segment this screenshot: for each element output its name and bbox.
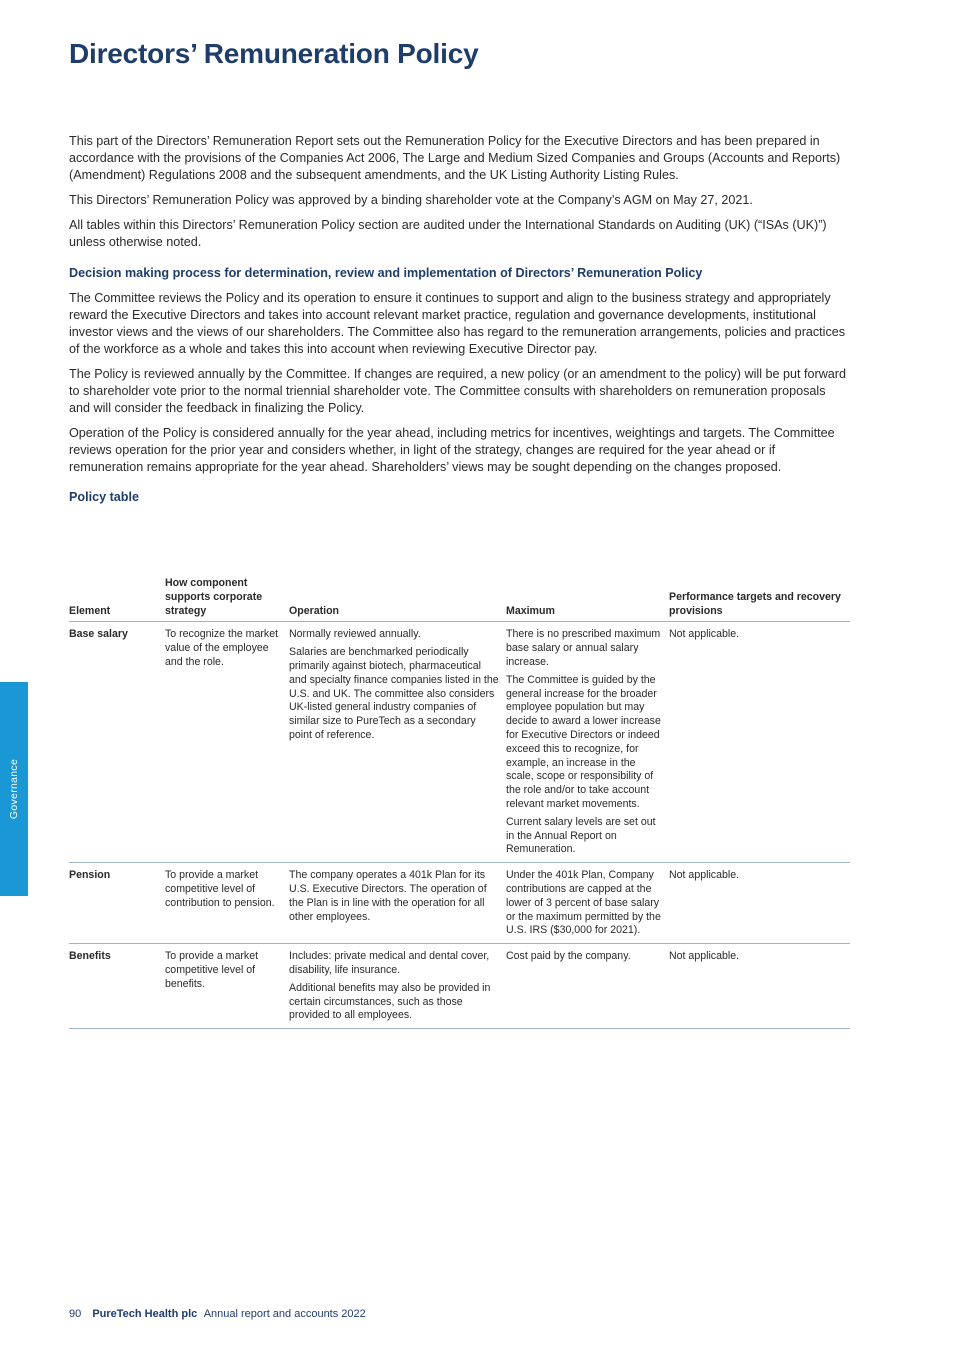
cell-maximum xyxy=(506,944,669,1029)
body-text xyxy=(69,133,849,504)
cell-performance: Not applicable. xyxy=(669,622,850,863)
header-operation: Operation xyxy=(289,577,506,622)
cell-paragraph: Additional benefits may also be provided in certain circumstances, such as those provided to all employees. xyxy=(289,981,491,1022)
cell-how: To provide a market competitive level of contribution to pension. xyxy=(165,863,289,944)
table-row xyxy=(69,622,850,863)
page-number: 90 xyxy=(69,1308,82,1320)
cell-element: Benefits xyxy=(69,944,165,1029)
cell-operation xyxy=(289,622,506,863)
intro-paragraph: This part of the Directors’ Remuneration Report sets out the Remuneration Policy for the Executive Directors and has been prepared in accordance with the provisions of the Companies Act 2006, The Large and Medium Sized Companies and Groups (Accounts and Reports) (Amendment) Regulations 2008 and the subsequent amendments, and the UK Listing Authority Listing Rules. xyxy=(69,134,841,182)
policy-table-heading: Policy table xyxy=(69,490,139,504)
page-title: Directors’ Remuneration Policy xyxy=(69,38,479,69)
cell-how: To provide a market competitive level of benefits. xyxy=(165,944,289,1029)
policy-table xyxy=(69,577,850,1029)
page-footer xyxy=(69,1308,366,1320)
table-header-row xyxy=(69,577,850,622)
header-how: How component supports corporate strategy xyxy=(165,577,289,622)
cell-element: Pension xyxy=(69,863,165,944)
cell-paragraph: Current salary levels are set out in the Annual Report on Remuneration. xyxy=(506,815,656,856)
decision-paragraph: Operation of the Policy is considered annually for the year ahead, including metrics for incentives, weightings and targets. The Committee reviews operation for the prior year and considers whether, in light of the strategy, changes are required for the year ahead or if remuneration remains appropriate for the year ahead. Shareholders’ views may be sought depending on the changes proposed. xyxy=(69,426,835,474)
cell-paragraph: Normally reviewed annually. xyxy=(289,628,421,641)
side-tab-label: Governance xyxy=(8,758,20,820)
cell-maximum xyxy=(506,863,669,944)
header-maximum: Maximum xyxy=(506,577,669,622)
cell-paragraph: Under the 401k Plan, Company contributions are capped at the lower of 3 percent of base salary or the maximum permitted by the U.S. IRS ($30,000 for 2021). xyxy=(506,869,661,937)
decision-paragraph: The Committee reviews the Policy and its operation to ensure it continues to support and align to the business strategy and appropriately reward the Executive Directors and takes into account relevant market practice, regulation and governance developments, institutional investor views and the views of our shareholders. The Committee also has regard to the remuneration arrangements, policies and practices of the workforce as a whole and takes this into account when reviewing Executive Director pay. xyxy=(69,291,846,356)
cell-performance: Not applicable. xyxy=(669,863,850,944)
cell-paragraph: Includes: private medical and dental cover, disability, life insurance. xyxy=(289,950,490,976)
cell-paragraph: Cost paid by the company. xyxy=(506,950,631,963)
report-name: Annual report and accounts 2022 xyxy=(203,1308,366,1320)
section-side-tab xyxy=(0,682,28,896)
decision-heading: Decision making process for determination, review and implementation of Directors’ Remuneration Policy xyxy=(69,266,703,280)
cell-paragraph: The Committee is guided by the general increase for the broader employee population but may decide to award a lower increase for Executive Directors or indeed exceed this to recognize, for example, an increase in the scale, scope or responsibility of the role and/or to take account relevant market movements. xyxy=(506,673,661,810)
cell-paragraph: There is no prescribed maximum base salary or annual salary increase. xyxy=(506,628,661,668)
table-row xyxy=(69,863,850,944)
cell-operation xyxy=(289,944,506,1029)
header-element: Element xyxy=(69,577,165,622)
cell-maximum xyxy=(506,622,669,863)
company-name: PureTech Health plc xyxy=(92,1308,198,1320)
decision-paragraph: The Policy is reviewed annually by the Committee. If changes are required, a new policy (or an amendment to the policy) will be put forward to shareholder vote prior to the normal triennial shareholder vote. The Committee consults with shareholders on remuneration proposals and will consider the feedback in finalizing the Policy. xyxy=(69,367,846,415)
cell-operation xyxy=(289,863,506,944)
intro-paragraph: This Directors’ Remuneration Policy was approved by a binding shareholder vote at the Company’s AGM on May 27, 2021. xyxy=(69,193,753,207)
cell-element: Base salary xyxy=(69,622,165,863)
cell-paragraph: Salaries are benchmarked periodically primarily against biotech, pharmaceutical and specialty finance companies listed in the U.S. and UK. The committee also considers UK-listed general industry companies of similar size to PureTech as a secondary point of reference. xyxy=(289,646,499,741)
table-row xyxy=(69,944,850,1029)
cell-paragraph: The company operates a 401k Plan for its U.S. Executive Directors. The operation of the Plan is in line with the operation for all other employees. xyxy=(289,869,487,923)
cell-how: To recognize the market value of the employee and the role. xyxy=(165,622,289,863)
header-performance: Performance targets and recovery provisions xyxy=(669,577,850,622)
cell-performance: Not applicable. xyxy=(669,944,850,1029)
intro-paragraph: All tables within this Directors’ Remuneration Policy section are audited under the International Standards on Auditing (UK) (“ISAs (UK)”) unless otherwise noted. xyxy=(69,218,827,249)
